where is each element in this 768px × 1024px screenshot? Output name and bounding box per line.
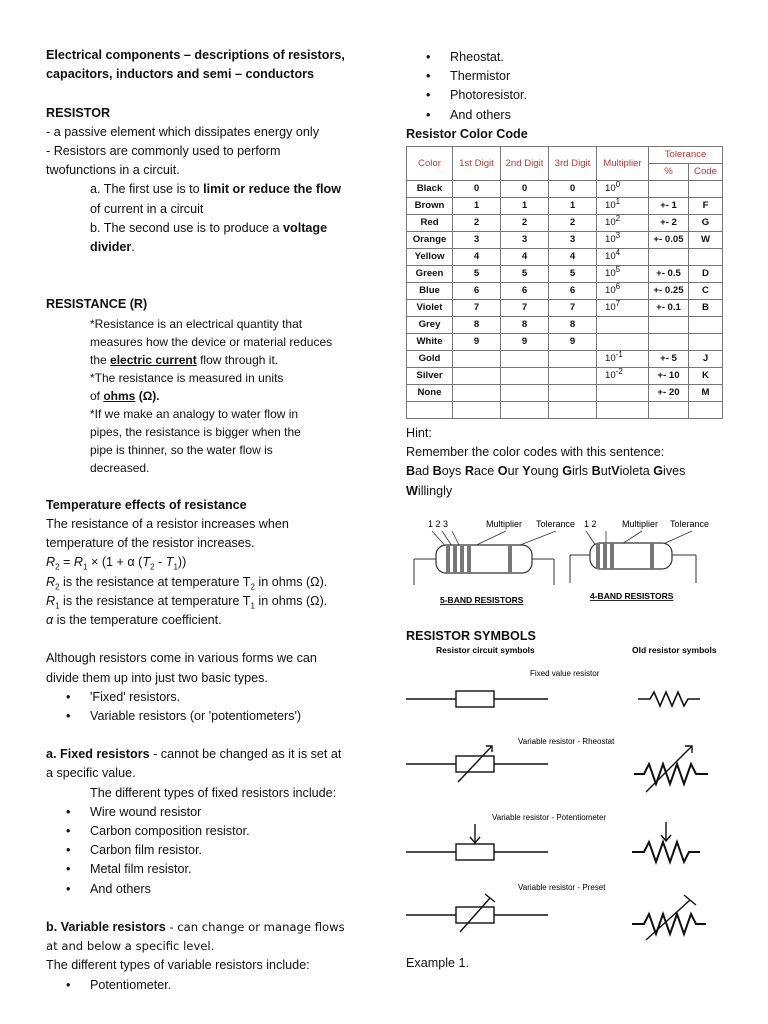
hint-label: Hint: [406, 426, 432, 440]
multiplier-exponent: -2 [615, 366, 623, 376]
table-cell: Brown [407, 198, 453, 215]
multiplier-exponent: 0 [615, 179, 621, 189]
table-cell [549, 351, 597, 368]
mnemonic-rest: ur [507, 464, 523, 479]
table-cell [689, 181, 723, 198]
table-cell: Grey [407, 317, 453, 334]
table-cell: J [689, 351, 723, 368]
table-cell: 8 [501, 317, 549, 334]
mnemonic-rest: ut [600, 464, 612, 479]
table-header-cell: Color [407, 147, 453, 181]
table-cell: D [689, 266, 723, 283]
table-cell: F [689, 198, 723, 215]
multiplier-exponent: 1 [615, 196, 621, 206]
multiplier-exponent: 5 [615, 264, 621, 274]
mnemonic-initial: B [432, 464, 442, 479]
table-cell: 9 [549, 334, 597, 351]
table-cell [501, 368, 549, 385]
mnemonic-initial: G [653, 464, 664, 479]
table-row [407, 368, 723, 385]
list-item: • Thermistor [406, 67, 736, 86]
table-row [407, 215, 723, 232]
table-cell: Gold [407, 351, 453, 368]
table-header-cell: 3rd Digit [549, 147, 597, 181]
table-cell [501, 385, 549, 402]
table-cell [597, 317, 649, 334]
example-label: Example 1. [406, 956, 469, 970]
table-cell [597, 351, 649, 368]
multiplier-base: 10 [605, 353, 616, 364]
table-cell: +- 1 [649, 198, 689, 215]
multiplier-base: 10 [605, 370, 616, 381]
table-cell [597, 232, 649, 249]
table-header-cell: 1st Digit [453, 147, 501, 181]
table-cell: 9 [501, 334, 549, 351]
mnemonic-rest: ad [415, 464, 433, 479]
table-cell [453, 351, 501, 368]
table-cell [597, 181, 649, 198]
band-multiplier-label-5: Multiplier [486, 519, 523, 529]
table-cell: 1 [501, 198, 549, 215]
table-cell: 6 [549, 283, 597, 300]
preset-old-symbol [632, 895, 706, 940]
band-digits-5: 1 2 3 [428, 519, 449, 529]
table-cell: Orange [407, 232, 453, 249]
list-item: • Potentiometer. [46, 976, 386, 995]
table-header-cell: % [649, 164, 689, 181]
table-cell: +- 2 [649, 215, 689, 232]
table-cell [597, 368, 649, 385]
resistor-heading: RESISTOR [46, 105, 111, 120]
right-column [406, 0, 736, 144]
resistor-uses-line-2: twofunctions in a circuit. [46, 163, 180, 178]
resistor-uses-line-1: - Resistors are commonly used to perform [46, 143, 281, 158]
alpha-definition: α is the temperature coefficient. [46, 612, 222, 627]
fixed-resistors-line-2: a specific value. [46, 766, 136, 781]
table-cell: 2 [549, 215, 597, 232]
list-item: • And others [46, 880, 386, 899]
table-cell [549, 385, 597, 402]
table-cell: 7 [549, 300, 597, 317]
table-header-cell: Code [689, 164, 723, 181]
fixed-resistor-label: Fixed value resistor [530, 669, 600, 678]
table-cell: 5 [453, 266, 501, 283]
table-cell: C [689, 283, 723, 300]
resistor-definition: - a passive element which dissipates energy only [46, 124, 320, 139]
table-header-cell: Tolerance [649, 147, 723, 164]
resistance-line-5: of ohms (Ω). [90, 388, 160, 403]
table-cell [689, 317, 723, 334]
table-cell: Red [407, 215, 453, 232]
table-cell [597, 300, 649, 317]
table-cell: +- 0.1 [649, 300, 689, 317]
hint-sentence-end [406, 482, 736, 501]
resistor-body-5 [436, 545, 532, 573]
table-cell [689, 402, 723, 419]
variable-types-intro: The different types of variable resistors include: [46, 958, 310, 973]
table-row [407, 283, 723, 300]
table-cell: 9 [453, 334, 501, 351]
multiplier-exponent: 2 [615, 213, 621, 223]
resistance-line-1: *Resistance is an electrical quantity that [90, 316, 303, 331]
potentiometer-label: Variable resistor - Potentiometer [492, 813, 607, 822]
multiplier-exponent: 4 [615, 247, 621, 257]
table-row [407, 385, 723, 402]
table-cell: Black [407, 181, 453, 198]
table-cell [597, 385, 649, 402]
table-row [407, 249, 723, 266]
resistance-line-6: *If we make an analogy to water flow in [90, 406, 299, 421]
first-use-cont: of current in a circuit [90, 201, 204, 216]
table-cell: 7 [453, 300, 501, 317]
resistor-symbols-diagram [400, 642, 730, 942]
table-cell: +- 20 [649, 385, 689, 402]
multiplier-base: 10 [605, 302, 616, 313]
preset-symbol [406, 894, 548, 932]
band-tolerance-label-4: Tolerance [670, 519, 710, 529]
resistance-line-8: pipe is thinner, so the water flow is [90, 442, 273, 457]
resistance-line-4: *The resistance is measured in units [90, 370, 284, 385]
forms-line-2: divide them up into just two basic types. [46, 670, 268, 685]
table-cell [501, 351, 549, 368]
symbols-heading: RESISTOR SYMBOLS [406, 629, 536, 643]
table-cell [597, 266, 649, 283]
mnemonic-initial: G [562, 464, 572, 479]
table-header-cell: Multiplier [597, 147, 649, 181]
mnemonic-rest: oys [441, 464, 465, 479]
multiplier-base: 10 [605, 251, 616, 262]
mnemonic-rest: irls [571, 464, 592, 479]
table-cell [649, 334, 689, 351]
table-cell: +- 0.25 [649, 283, 689, 300]
fixed-resistor-symbol [406, 691, 548, 707]
variable-resistors-line: b. Variable resistors - can change or manage flows [46, 919, 345, 934]
band-label-4: 4-BAND RESISTORS [590, 591, 674, 601]
color-code-table [406, 146, 723, 419]
rheostat-old-symbol [634, 746, 708, 792]
table-cell [597, 249, 649, 266]
resistor-symbols-figure [400, 642, 730, 947]
table-cell: 3 [549, 232, 597, 249]
hint-line-1: Remember the color codes with this sentence: [406, 445, 665, 460]
table-cell: 5 [501, 266, 549, 283]
hint-block [406, 424, 736, 501]
multiplier-base: 10 [605, 285, 616, 296]
mnemonic-initial: B [406, 464, 416, 479]
table-cell [597, 215, 649, 232]
table-cell: 8 [549, 317, 597, 334]
table-row [407, 232, 723, 249]
table-cell: +- 5 [649, 351, 689, 368]
table-row [407, 181, 723, 198]
ohms-link[interactable]: ohms [103, 388, 136, 403]
old-symbols-label: Old resistor symbols [632, 645, 717, 655]
resistance-line-9: decreased. [90, 460, 150, 475]
table-row [407, 317, 723, 334]
multiplier-base: 10 [605, 234, 616, 245]
mnemonic-initial: B [591, 464, 601, 479]
second-use-cont: divider. [90, 239, 135, 254]
resistance-line-3: the electric current flow through it. [90, 352, 279, 367]
table-cell: 3 [453, 232, 501, 249]
resistance-line-7: pipes, the resistance is bigger when the [90, 424, 301, 439]
potentiometer-old-symbol [632, 822, 700, 862]
r1-definition: $R_1$ is the resistance at temperature $T_1$ in ohms (Ω). [46, 593, 328, 611]
band-tolerance-label-5: Tolerance [536, 519, 576, 529]
table-cell: 0 [501, 181, 549, 198]
multiplier-base: 10 [605, 200, 616, 211]
mnemonic-initial: R [464, 464, 474, 479]
multiplier-exponent: 7 [615, 298, 621, 308]
document-title-line-1: Electrical components – descriptions of resistors, [46, 48, 345, 62]
resistance-line-2: measures how the device or material reduces [90, 334, 333, 349]
table-row [407, 351, 723, 368]
mnemonic-initial: O [497, 464, 508, 479]
table-cell: 0 [549, 181, 597, 198]
preset-label: Variable resistor - Preset [518, 883, 606, 892]
table-cell [407, 402, 453, 419]
table-cell: 5 [549, 266, 597, 283]
table-cell [649, 402, 689, 419]
list-item: • Rheostat. [406, 48, 736, 67]
table-cell: +- 0.5 [649, 266, 689, 283]
table-cell: 1 [453, 198, 501, 215]
multiplier-base: 10 [605, 183, 616, 194]
table-cell: B [689, 300, 723, 317]
temperature-line-2: temperature of the resistor increases. [46, 536, 255, 551]
table-cell: 3 [501, 232, 549, 249]
temperature-heading: Temperature effects of resistance [46, 497, 247, 512]
list-item: • And others [406, 106, 736, 125]
table-cell: 2 [501, 215, 549, 232]
fixed-resistor-old-symbol [638, 692, 700, 706]
table-row [407, 198, 723, 215]
mnemonic-initial: W [406, 483, 418, 498]
rheostat-label: Variable resistor - Rheostat [518, 737, 615, 746]
table-cell [597, 402, 649, 419]
circuit-symbols-label: Resistor circuit symbols [436, 645, 535, 655]
table-cell: White [407, 334, 453, 351]
table-cell: K [689, 368, 723, 385]
mnemonic-initial: V [611, 464, 620, 479]
electric-current-link[interactable]: electric current [110, 352, 197, 367]
table-cell: 4 [549, 249, 597, 266]
table-row [407, 402, 723, 419]
example-wrap [406, 954, 736, 973]
table-cell: 4 [453, 249, 501, 266]
left-column [46, 0, 386, 995]
second-use: b. The second use is to produce a voltage [90, 220, 328, 235]
table-cell: 6 [453, 283, 501, 300]
list-item: • Photoresistor. [406, 86, 736, 105]
table-row [407, 266, 723, 283]
table-cell: Silver [407, 368, 453, 385]
first-use: a. The first use is to limit or reduce the flow [90, 182, 342, 197]
list-item: • Metal film resistor. [46, 860, 386, 879]
list-item: • Carbon film resistor. [46, 841, 386, 860]
temperature-line-1: The resistance of a resistor increases when [46, 517, 289, 531]
forms-line-1: Although resistors come in various forms we can [46, 651, 317, 666]
table-header-cell: 2nd Digit [501, 147, 549, 181]
table-row [407, 334, 723, 351]
table-header-row [407, 147, 723, 164]
table-cell [649, 181, 689, 198]
band-resistors-figure [406, 505, 726, 618]
table-cell [649, 249, 689, 266]
band-label-5: 5-BAND RESISTORS [440, 595, 524, 605]
table-cell: Violet [407, 300, 453, 317]
multiplier-base: 10 [605, 268, 616, 279]
table-cell: None [407, 385, 453, 402]
table-cell [597, 334, 649, 351]
color-code-heading: Resistor Color Code [406, 126, 528, 141]
table-cell: Yellow [407, 249, 453, 266]
table-cell [549, 402, 597, 419]
table-cell [453, 368, 501, 385]
table-cell [597, 283, 649, 300]
band-resistors-diagram [406, 505, 726, 613]
multiplier-exponent: -1 [615, 349, 623, 359]
table-cell [453, 402, 501, 419]
multiplier-exponent: 3 [615, 230, 621, 240]
table-cell: +- 0.05 [649, 232, 689, 249]
table-cell: 1 [549, 198, 597, 215]
mnemonic-rest: illingly [417, 483, 453, 498]
table-cell [501, 402, 549, 419]
band-digits-4: 1 2 [584, 519, 597, 529]
table-cell [689, 334, 723, 351]
mnemonic-rest: ives [663, 464, 686, 479]
table-cell [597, 198, 649, 215]
list-item: • 'Fixed' resistors. [46, 688, 386, 707]
table-cell: 2 [453, 215, 501, 232]
fixed-resistors-line: a. Fixed resistors - cannot be changed as it is set at [46, 747, 342, 762]
table-cell [549, 368, 597, 385]
table-cell [689, 249, 723, 266]
temperature-formula: $R_2 = R_1 \times (1 + \alpha$ $(T_2 - T_1)$) [46, 555, 187, 572]
mnemonic-rest: ioleta [619, 464, 654, 479]
resistor-body-4 [590, 543, 672, 569]
table-cell: M [689, 385, 723, 402]
potentiometer-symbol [406, 824, 548, 860]
list-item: • Wire wound resistor [46, 803, 386, 822]
table-cell: 4 [501, 249, 549, 266]
mnemonic-rest: oung [530, 464, 563, 479]
table-cell: 6 [501, 283, 549, 300]
table-cell: Green [407, 266, 453, 283]
document-title-line-2: capacitors, inductors and semi – conductors [46, 67, 315, 82]
table-cell: 8 [453, 317, 501, 334]
table-cell: 7 [501, 300, 549, 317]
list-item: • Carbon composition resistor. [46, 822, 386, 841]
table-cell [649, 317, 689, 334]
table-cell: +- 10 [649, 368, 689, 385]
mnemonic-initial: Y [522, 464, 531, 479]
rheostat-symbol [406, 746, 548, 782]
list-item: • Variable resistors (or 'potentiometers') [46, 707, 386, 726]
table-cell: G [689, 215, 723, 232]
table-row [407, 300, 723, 317]
table-cell: Blue [407, 283, 453, 300]
multiplier-exponent: 6 [615, 281, 621, 291]
variable-resistors-line-2: at and below a specific level. [46, 939, 215, 954]
table-cell: W [689, 232, 723, 249]
multiplier-base: 10 [605, 217, 616, 228]
r2-definition: $R_2$ is the resistance at temperature $T_2$ in ohms (Ω). [46, 574, 328, 592]
resistance-heading: RESISTANCE (R) [46, 297, 148, 312]
color-code-table-wrap [406, 146, 723, 419]
fixed-types-intro: The different types of fixed resistors include: [90, 785, 337, 800]
table-cell [453, 385, 501, 402]
hint-sentence [406, 462, 736, 481]
mnemonic-rest: ace [473, 464, 498, 479]
band-multiplier-label-4: Multiplier [622, 519, 659, 529]
table-cell: 0 [453, 181, 501, 198]
